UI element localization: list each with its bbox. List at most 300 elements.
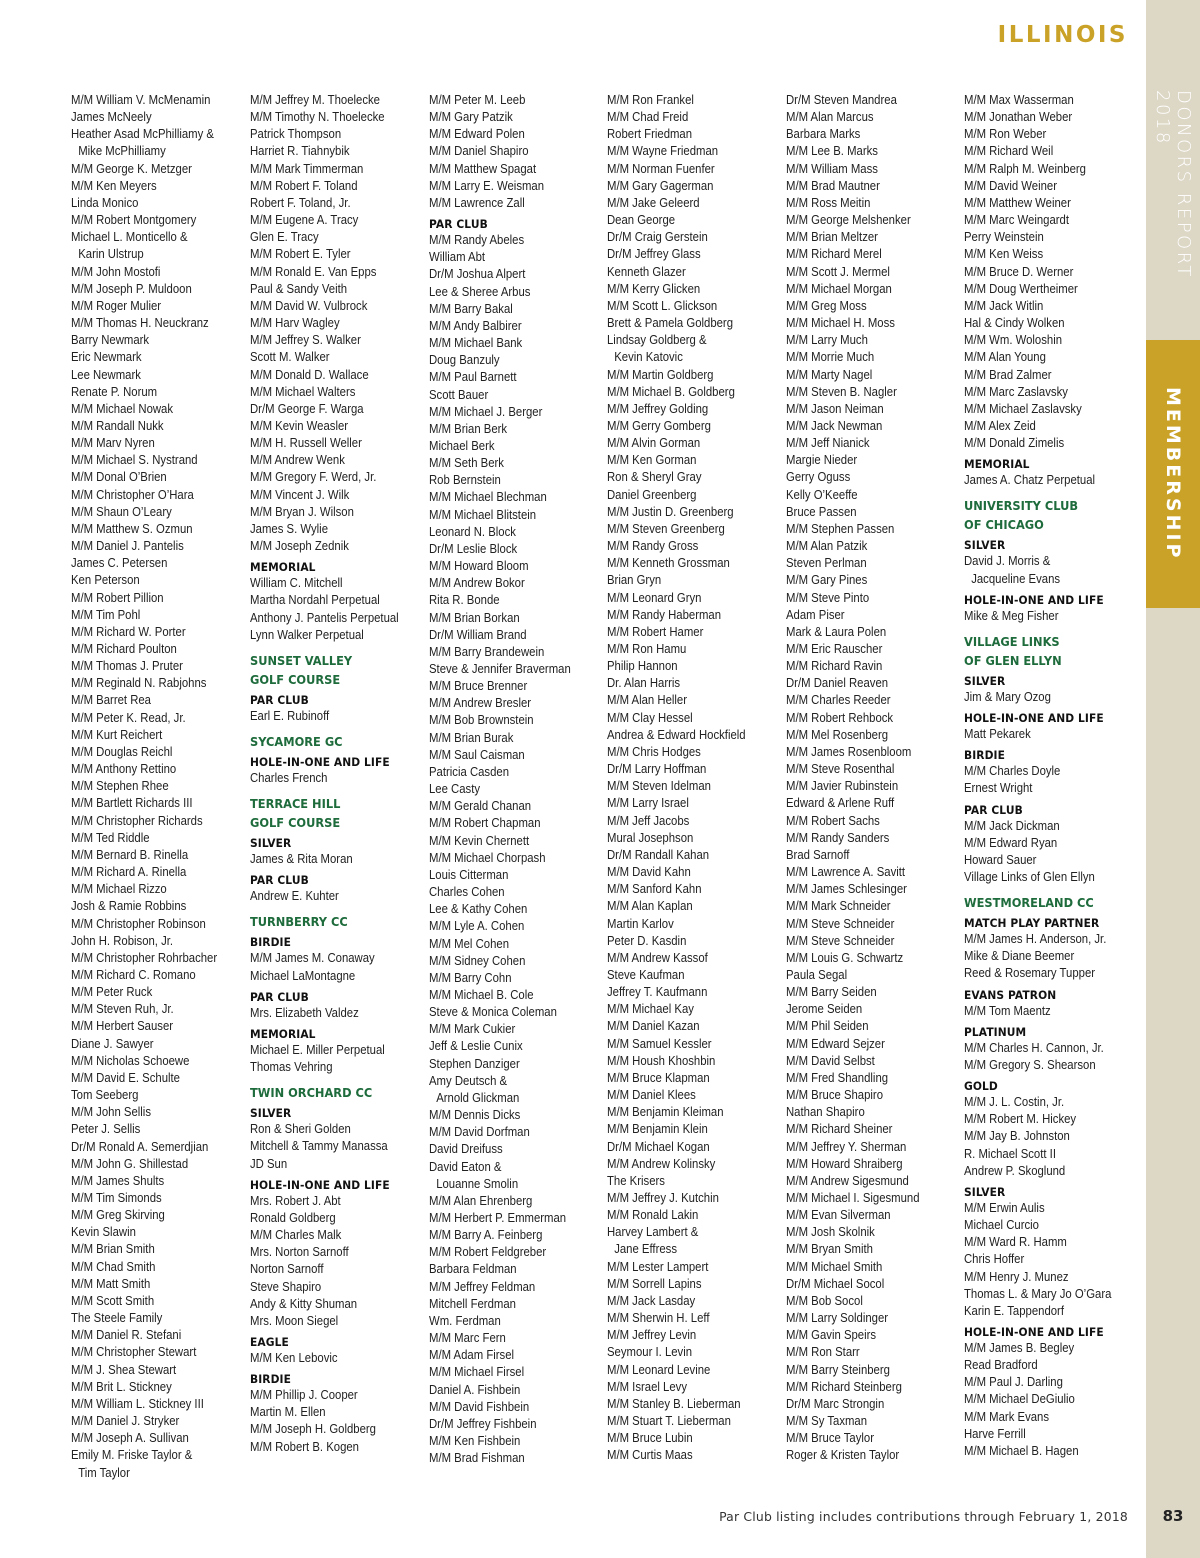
giving-level-heading: HOLE-IN-ONE AND LIFE xyxy=(250,1177,390,1192)
donor-name: M/M William V. McMenamin xyxy=(71,93,211,107)
giving-level-heading: HOLE-IN-ONE AND LIFE xyxy=(964,1324,1104,1339)
donor-name: M/M Daniel J. Stryker xyxy=(71,1414,180,1429)
donor-name: M/M Anthony Rettino xyxy=(71,762,177,777)
donor-name: Dr/M William Brand xyxy=(429,627,527,642)
donor-name: Michael Curcio xyxy=(964,1218,1039,1233)
donor-name: M/M Edward Ryan xyxy=(964,835,1058,850)
donor-name: Mrs. Elizabeth Valdez xyxy=(250,1005,359,1020)
giving-level-heading: PLATINUM xyxy=(964,1024,1027,1039)
donor-name: M/M Donald Zimelis xyxy=(964,436,1065,451)
donor-name: JD Sun xyxy=(250,1156,288,1171)
donor-name-continued: Arnold Glickman xyxy=(436,1090,520,1105)
donor-name: Matt Pekarek xyxy=(964,727,1031,742)
donor-name: M/M Benjamin Klein xyxy=(607,1122,708,1137)
donor-name: Peter J. Sellis xyxy=(71,1122,141,1137)
donor-name: M/M James Rosenbloom xyxy=(786,744,912,759)
donor-name: James McNeely xyxy=(71,110,152,125)
donor-name: M/M Richard Ravin xyxy=(786,659,883,674)
donor-name: M/M Ward R. Hamm xyxy=(964,1235,1067,1250)
donor-name: M/M Alan Heller xyxy=(607,693,688,708)
donor-name: M/M Michael Bank xyxy=(429,336,523,351)
donor-name: M/M William Mass xyxy=(786,161,878,176)
donor-name: M/M Martin Goldberg xyxy=(607,367,714,382)
donor-name: M/M Richard C. Romano xyxy=(71,967,196,982)
donor-name: M/M Herbert P. Emmerman xyxy=(429,1211,567,1225)
donor-name: M/M Ron Hamu xyxy=(607,642,687,656)
donor-name: M/M James H. Anderson, Jr. xyxy=(964,932,1107,947)
donor-name: M/M J. L. Costin, Jr. xyxy=(964,1095,1065,1110)
donor-name: Mike & Meg Fisher xyxy=(964,608,1059,623)
giving-level-heading: PAR CLUB xyxy=(250,692,309,707)
donor-name: M/M Marv Nyren xyxy=(71,436,155,451)
donor-name: M/M Tim Simonds xyxy=(71,1191,162,1205)
donor-name: M/M Jeffrey S. Walker xyxy=(250,333,361,348)
donor-name: Robert Friedman xyxy=(607,127,693,142)
donor-name: M/M Randy Sanders xyxy=(786,830,890,845)
donor-name: M/M Charles Malk xyxy=(250,1228,342,1243)
donor-name: M/M Ken Meyers xyxy=(71,178,157,193)
donor-name: M/M Robert Chapman xyxy=(429,816,541,831)
donor-name: M/M Christopher Richards xyxy=(71,813,203,828)
donor-name: M/M Sidney Cohen xyxy=(429,953,526,968)
donor-column-6 xyxy=(964,92,1144,1492)
donor-name: M/M Michael Firsel xyxy=(429,1365,525,1380)
donor-name: M/M Michael Nowak xyxy=(71,401,174,416)
donor-name: Scott Bauer xyxy=(429,387,489,402)
report-title xyxy=(1146,90,1200,330)
donor-name: M/M Sherwin H. Leff xyxy=(607,1311,710,1326)
donor-name-continued: Kevin Katovic xyxy=(614,350,683,365)
donor-name: Jerome Seiden xyxy=(786,1002,863,1017)
donor-name: Adam Piser xyxy=(786,607,845,622)
donor-name: M/M Peter Ruck xyxy=(71,985,153,1000)
donor-name: M/M Michael Walters xyxy=(250,384,356,399)
donor-name: M/M Bob Socol xyxy=(786,1293,863,1308)
donor-name: M/M Michael S. Nystrand xyxy=(71,453,198,468)
donor-name: M/M Richard A. Rinella xyxy=(71,865,187,880)
donor-name: Glen E. Tracy xyxy=(250,230,319,245)
donor-name: M/M Michael Chorpash xyxy=(429,850,546,865)
donor-name: M/M Robert Feldgreber xyxy=(429,1245,547,1260)
donor-name: M/M Chad Freid xyxy=(607,110,689,125)
donor-name: Kevin Slawin xyxy=(71,1225,136,1240)
donor-name: Barbara Marks xyxy=(786,127,861,142)
donor-name: M/M Bruce Brenner xyxy=(429,679,528,694)
donor-name: M/M Kevin Chernett xyxy=(429,833,530,848)
donor-name: M/M Scott Smith xyxy=(71,1293,155,1308)
donor-name: Louis Citterman xyxy=(429,867,509,882)
donor-name: M/M Christopher Rohrbacher xyxy=(71,950,218,965)
donor-name: M/M Larry E. Weisman xyxy=(429,178,545,193)
donor-name: Charles Cohen xyxy=(429,885,505,900)
donor-name: M/M Brian Smith xyxy=(71,1242,155,1257)
donor-name: M/M Randy Abeles xyxy=(429,233,525,248)
donor-name: M/M Andrew Sigesmund xyxy=(786,1173,909,1188)
donor-name: M/M Jeffrey Feldman xyxy=(429,1279,536,1294)
donor-name: Dr/M Craig Gerstein xyxy=(607,230,708,245)
donor-name: Peter D. Kasdin xyxy=(607,933,687,948)
donor-name: M/M Doug Wertheimer xyxy=(964,281,1078,296)
page-number: 83 xyxy=(1162,1507,1184,1525)
donor-name: M/M Brad Mautner xyxy=(786,178,880,193)
donor-name: Mural Josephson xyxy=(607,830,694,845)
donor-name: M/M Jack Lasday xyxy=(607,1293,696,1308)
donor-name: Chris Hoffer xyxy=(964,1252,1025,1267)
donor-name: William C. Mitchell xyxy=(250,576,343,591)
donor-name: Mark & Laura Polen xyxy=(786,624,887,639)
donor-name: M/M Housh Khoshbin xyxy=(607,1053,716,1068)
donor-name: M/M Bob Brownstein xyxy=(429,713,534,728)
giving-level-heading: EAGLE xyxy=(250,1334,289,1349)
donor-name: M/M Paul J. Darling xyxy=(964,1375,1063,1390)
donor-name: Heather Asad McPhilliamy & xyxy=(71,127,215,142)
donor-name: M/M Stephen Passen xyxy=(786,521,895,536)
donor-name: M/M Christopher Robinson xyxy=(71,916,206,931)
donor-name: M/M Brian Borkan xyxy=(429,610,520,625)
donor-name: M/M Wayne Friedman xyxy=(607,144,719,159)
club-name: WESTMORELAND CC xyxy=(964,895,1094,911)
donor-name: M/M Javier Rubinstein xyxy=(786,779,899,794)
donor-name: M/M Michael J. Berger xyxy=(429,404,543,419)
donor-name: Harvey Lambert & xyxy=(607,1225,699,1240)
donor-name: M/M H. Russell Weller xyxy=(250,436,362,451)
donor-name: M/M Kurt Reichert xyxy=(71,727,163,742)
donor-name: M/M Ken Gorman xyxy=(607,453,697,468)
donor-name: M/M Lyle A. Cohen xyxy=(429,919,525,934)
donor-name: Andrew P. Skoglund xyxy=(964,1163,1066,1178)
donor-name: Dr/M Joshua Alpert xyxy=(429,267,526,282)
donor-name: Hal & Cindy Wolken xyxy=(964,316,1065,331)
donor-name: M/M Howard Shraiberg xyxy=(786,1156,903,1171)
club-name: VILLAGE LINKS xyxy=(964,633,1060,649)
club-name: SYCAMORE GC xyxy=(250,734,343,749)
donor-name: M/M Bruce Klapman xyxy=(607,1070,710,1085)
donor-name: Rob Bernstein xyxy=(429,473,501,488)
donor-name: M/M Randy Gross xyxy=(607,539,699,554)
donor-name: Eric Newmark xyxy=(71,350,142,365)
donor-name: M/M Larry Much xyxy=(786,333,868,348)
donor-name: M/M Robert Sachs xyxy=(786,813,880,828)
report-title-text: DONORS REPORT 2018 xyxy=(1152,90,1194,279)
donor-name: Dr/M Ronald A. Semerdjian xyxy=(71,1139,209,1154)
donor-name: M/M Michael H. Moss xyxy=(786,316,895,331)
donor-name: Michael Berk xyxy=(429,438,495,453)
donor-name: M/M Howard Bloom xyxy=(429,559,529,574)
donor-name: M/M Jeffrey J. Kutchin xyxy=(607,1191,719,1205)
donor-name: M/M Nicholas Schoewe xyxy=(71,1053,190,1068)
section-tab-label: MEMBERSHIP xyxy=(1162,387,1184,561)
donor-name: M/M Randall Nukk xyxy=(71,418,164,433)
state-heading: ILLINOIS xyxy=(997,22,1128,48)
donor-name: M/M J. Shea Stewart xyxy=(71,1362,177,1377)
donor-name: M/M Max Wasserman xyxy=(964,93,1074,107)
donor-name: M/M Brit L. Stickney xyxy=(71,1379,172,1394)
donor-name: Mrs. Moon Siegel xyxy=(250,1313,339,1328)
donor-name: Scott M. Walker xyxy=(250,350,330,365)
donor-name: M/M Jack Dickman xyxy=(964,818,1060,833)
donor-name: Earl E. Rubinoff xyxy=(250,708,330,723)
donor-name: Barry Newmark xyxy=(71,333,150,348)
donor-name: M/M Norman Fuenfer xyxy=(607,161,715,176)
donor-name: M/M Barry Seiden xyxy=(786,985,877,1000)
donor-name: James C. Petersen xyxy=(71,556,168,571)
donor-name: M/M David Selbst xyxy=(786,1053,875,1068)
donor-name: M/M Michael I. Sigesmund xyxy=(786,1191,920,1205)
donor-name: Mitchell & Tammy Manassa xyxy=(250,1139,388,1154)
donor-name: M/M John Sellis xyxy=(71,1105,152,1120)
giving-level-heading: SILVER xyxy=(964,673,1006,688)
donor-name: M/M Richard Sheiner xyxy=(786,1122,893,1137)
donor-name: M/M Daniel Kazan xyxy=(607,1019,700,1034)
donor-name: M/M Jeff Jacobs xyxy=(607,813,690,828)
donor-name: M/M Lawrence Zall xyxy=(429,195,525,210)
donor-name: Rita R. Bonde xyxy=(429,593,500,608)
donor-name: M/M Mark Cukier xyxy=(429,1022,516,1037)
donor-name: Martin M. Ellen xyxy=(250,1405,326,1420)
giving-level-heading: SILVER xyxy=(964,1184,1006,1199)
donor-name: M/M Gary Gagerman xyxy=(607,178,714,193)
donor-name: Josh & Ramie Robbins xyxy=(71,899,187,914)
donor-name: M/M Robert Pillion xyxy=(71,590,164,605)
donor-name: John H. Robison, Jr. xyxy=(71,933,174,948)
donor-name: Charles French xyxy=(250,771,328,785)
donor-name: M/M Robert Rehbock xyxy=(786,710,894,725)
donor-name: M/M Andrew Bresler xyxy=(429,696,532,711)
donor-name: M/M Jake Geleerd xyxy=(607,195,700,210)
donor-name: M/M Jeff Nianick xyxy=(786,436,870,451)
donor-name: Dr/M Michael Kogan xyxy=(607,1139,710,1154)
donor-name: M/M Richard Poulton xyxy=(71,642,177,656)
donor-name: M/M Ron Weber xyxy=(964,127,1047,142)
club-name-continued: GOLF COURSE xyxy=(250,671,341,687)
donor-name: Robert F. Toland, Jr. xyxy=(250,195,351,210)
club-name-continued: OF GLEN ELLYN xyxy=(964,652,1062,668)
donor-name: M/M Ronald E. Van Epps xyxy=(250,264,377,279)
donor-name: Philip Hannon xyxy=(607,659,678,674)
donor-name: M/M Christopher O’Hara xyxy=(71,487,194,502)
donor-name: Paula Segal xyxy=(786,967,848,982)
donor-name: M/M Erwin Aulis xyxy=(964,1200,1045,1215)
giving-level-heading: SILVER xyxy=(250,1106,292,1121)
donor-name: M/M David E. Schulte xyxy=(71,1070,180,1085)
donor-name: M/M Adam Firsel xyxy=(429,1348,515,1363)
donor-name: Kenneth Glazer xyxy=(607,264,686,279)
donor-name: M/M Tom Maentz xyxy=(964,1003,1051,1018)
donor-name: James S. Wylie xyxy=(250,521,329,536)
donor-name: M/M Stanley B. Lieberman xyxy=(607,1396,741,1411)
donor-name: M/M Jack Witlin xyxy=(964,298,1044,313)
donor-name: M/M Bruce Shapiro xyxy=(786,1088,884,1103)
donor-name: Jim & Mary Ozog xyxy=(964,689,1051,704)
donor-name: M/M Robert Montgomery xyxy=(71,213,197,228)
donor-name: M/M Stuart T. Lieberman xyxy=(607,1414,731,1429)
donor-name: M/M Larry Israel xyxy=(607,796,689,811)
donor-name: M/M Greg Moss xyxy=(786,298,867,313)
side-strip xyxy=(1146,0,1200,1558)
donor-name: M/M David Dorfman xyxy=(429,1125,530,1140)
donor-name: M/M Phil Seiden xyxy=(786,1019,869,1034)
donor-name: M/M Alvin Gorman xyxy=(607,436,701,451)
donor-name: Dr/M George F. Warga xyxy=(250,401,364,416)
donor-name: M/M Ken Fishbein xyxy=(429,1434,521,1449)
donor-name: M/M Shaun O’Leary xyxy=(71,504,172,519)
donor-name: M/M Paul Barnett xyxy=(429,370,517,385)
donor-name: Bruce Passen xyxy=(786,504,857,519)
donor-name: M/M Charles Doyle xyxy=(964,764,1061,779)
club-name: TERRACE HILL xyxy=(250,796,341,812)
donor-name: M/M Daniel Shapiro xyxy=(429,144,529,159)
donor-name: M/M Stephen Rhee xyxy=(71,779,169,794)
donor-name: M/M Jason Neiman xyxy=(786,401,884,416)
donor-name: Dr/M Jeffrey Glass xyxy=(607,247,701,262)
donor-name: M/M Charles H. Cannon, Jr. xyxy=(964,1040,1104,1055)
donor-name: Martin Karlov xyxy=(607,916,674,931)
donor-column-1 xyxy=(71,92,251,1492)
donor-name: M/M Jeffrey Levin xyxy=(607,1328,697,1343)
donor-name: Linda Monico xyxy=(71,195,139,210)
donor-name: M/M Richard Weil xyxy=(964,144,1054,159)
donor-name: Dr/M Randall Kahan xyxy=(607,847,710,862)
donor-name: Lynn Walker Perpetual xyxy=(250,627,364,642)
donor-name: M/M Robert F. Toland xyxy=(250,178,358,193)
donor-name: Harriet R. Tiahnybik xyxy=(250,144,350,159)
donor-name: M/M Louis G. Schwartz xyxy=(786,950,904,965)
donor-name: M/M Edward Polen xyxy=(429,127,525,142)
donor-name: M/M Steve Schneider xyxy=(786,916,895,931)
donor-name: M/M Michael Zaslavsky xyxy=(964,401,1082,416)
donor-column-5 xyxy=(786,92,966,1492)
donor-name: M/M Morrie Much xyxy=(786,350,875,365)
donor-name: M/M Bryan J. Wilson xyxy=(250,504,354,519)
donor-name: David Eaton & xyxy=(429,1159,502,1174)
donor-name: M/M Kenneth Grossman xyxy=(607,556,730,571)
donor-name: M/M Alex Zeid xyxy=(964,418,1036,433)
donor-name: M/M Christopher Stewart xyxy=(71,1345,197,1360)
donor-name: Mitchell Ferdman xyxy=(429,1296,516,1311)
donor-name: M/M Charles Reeder xyxy=(786,693,891,708)
donor-name: M/M Tim Pohl xyxy=(71,607,141,622)
donor-name: Reed & Rosemary Tupper xyxy=(964,966,1096,981)
donor-name: Emily M. Friske Taylor & xyxy=(71,1448,193,1463)
donor-name: M/M Ken Lebovic xyxy=(250,1350,338,1365)
donor-name: M/M Mark Timmerman xyxy=(250,161,364,176)
donor-name: Martha Nordahl Perpetual xyxy=(250,593,380,608)
donor-name: Brian Gryn xyxy=(607,573,662,588)
donor-name: M/M Timothy N. Thoelecke xyxy=(250,110,385,125)
donor-name: Norton Sarnoff xyxy=(250,1262,324,1277)
donor-name: M/M Kevin Weasler xyxy=(250,418,349,433)
giving-level-heading: BIRDIE xyxy=(250,935,291,950)
donor-name: M/M Ted Riddle xyxy=(71,830,150,845)
donor-name: Steve & Monica Coleman xyxy=(429,1005,557,1020)
donor-column-3 xyxy=(429,92,609,1492)
donor-name: M/M Daniel R. Stefani xyxy=(71,1328,182,1343)
donor-name: M/M Steve Schneider xyxy=(786,933,895,948)
donor-name: M/M Richard Steinberg xyxy=(786,1379,902,1394)
donor-name: M/M Bruce D. Werner xyxy=(964,264,1074,279)
donor-name: M/M Bartlett Richards III xyxy=(71,796,193,811)
donor-name: M/M Leonard Levine xyxy=(607,1362,711,1377)
donor-name: M/M Alan Marcus xyxy=(786,110,874,125)
donor-name: Edward & Arlene Ruff xyxy=(786,796,895,811)
donor-name: M/M Lester Lampert xyxy=(607,1259,709,1274)
donor-name: M/M George K. Metzger xyxy=(71,161,192,176)
donor-name: M/M David Kahn xyxy=(607,865,691,880)
donor-name: M/M Benjamin Kleiman xyxy=(607,1105,724,1120)
donor-name: M/M James B. Begley xyxy=(964,1340,1075,1355)
donor-name: Renate P. Norum xyxy=(71,384,158,399)
donor-name: M/M Joseph H. Goldberg xyxy=(250,1422,376,1437)
donor-name: M/M Joseph Zednik xyxy=(250,539,349,554)
club-name: TURNBERRY CC xyxy=(250,914,348,930)
donor-name: M/M Daniel J. Pantelis xyxy=(71,539,184,554)
donor-name: M/M Andrew Kolinsky xyxy=(607,1156,716,1171)
giving-level-heading: MEMORIAL xyxy=(250,560,316,575)
donor-name: M/M Matt Smith xyxy=(71,1276,151,1291)
donor-name: M/M Jay B. Johnston xyxy=(964,1129,1070,1144)
donor-name: M/M Larry Soldinger xyxy=(786,1311,889,1326)
donor-name: Brad Sarnoff xyxy=(786,847,850,862)
donor-name: M/M Michael Blechman xyxy=(429,490,547,505)
donor-name: Brett & Pamela Goldberg xyxy=(607,316,734,331)
donor-name: Dr/M Marc Strongin xyxy=(786,1396,885,1411)
donor-name: Kelly O’Keeffe xyxy=(786,487,858,502)
donor-name: M/M Michael B. Goldberg xyxy=(607,384,735,399)
donor-name: Dr/M Michael Socol xyxy=(786,1276,885,1291)
donor-name: Steve & Jennifer Braverman xyxy=(429,662,571,676)
donor-name: M/M Gavin Speirs xyxy=(786,1328,877,1343)
donor-name: M/M Curtis Maas xyxy=(607,1448,693,1463)
donor-name: M/M Dennis Dicks xyxy=(429,1108,521,1123)
donor-column-2 xyxy=(250,92,430,1492)
donor-name: M/M Thomas J. Pruter xyxy=(71,659,183,674)
donor-name: Thomas Vehring xyxy=(250,1060,333,1075)
donor-name: M/M Roger Mulier xyxy=(71,298,162,313)
club-name-continued: OF CHICAGO xyxy=(964,517,1044,533)
donor-name: Daniel Greenberg xyxy=(607,487,697,502)
donor-name: Dr. Alan Harris xyxy=(607,676,681,691)
donor-name: Jeffrey T. Kaufmann xyxy=(607,985,708,1000)
donor-name: Dr/M Daniel Reaven xyxy=(786,676,889,691)
donor-name: Michael L. Monticello & xyxy=(71,230,188,245)
giving-level-heading: PAR CLUB xyxy=(429,217,488,232)
donor-name: M/M Matthew Weiner xyxy=(964,195,1071,210)
donor-name: M/M Sanford Kahn xyxy=(607,882,702,897)
donor-name: Leonard N. Block xyxy=(429,524,516,539)
donor-name: Mike & Diane Beemer xyxy=(964,949,1075,964)
donor-name: M/M Barry Brandewein xyxy=(429,644,545,659)
donor-name: M/M Clay Hessel xyxy=(607,710,693,725)
giving-level-heading: HOLE-IN-ONE AND LIFE xyxy=(964,592,1104,607)
donor-name: M/M Barry Bakal xyxy=(429,301,513,316)
donor-name: William Abt xyxy=(429,250,486,265)
club-name: SUNSET VALLEY xyxy=(250,652,353,668)
donor-name: Read Bradford xyxy=(964,1358,1038,1373)
donor-name: Stephen Danziger xyxy=(429,1056,520,1071)
donor-name: Gerry Oguss xyxy=(786,470,851,485)
donor-name: M/M Barry A. Feinberg xyxy=(429,1228,543,1243)
donor-name: M/M Henry J. Munez xyxy=(964,1269,1069,1284)
donor-name: M/M Eugene A. Tracy xyxy=(250,213,359,228)
donor-name: Lee & Sheree Arbus xyxy=(429,284,531,299)
donor-name: M/M Wm. Woloshin xyxy=(964,333,1063,348)
donor-name: M/M Richard Merel xyxy=(786,247,882,262)
donor-name: M/M Edward Sejzer xyxy=(786,1036,885,1051)
donor-name: M/M Gary Pines xyxy=(786,573,868,588)
donor-name-continued: Jane Effress xyxy=(614,1242,678,1257)
donor-name: M/M Bernard B. Rinella xyxy=(71,847,189,862)
donor-name: Barbara Feldman xyxy=(429,1262,517,1277)
